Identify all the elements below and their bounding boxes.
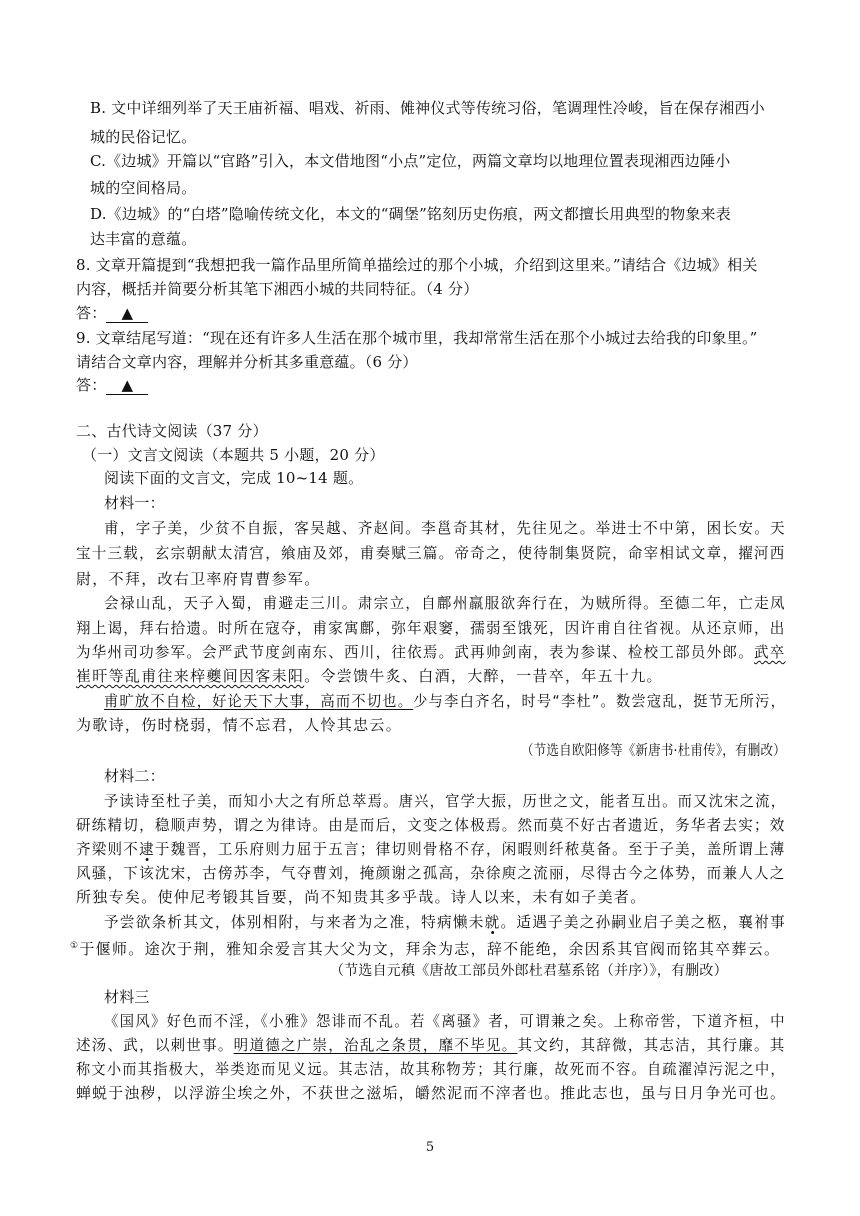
material-2-title: 材料二： xyxy=(104,767,165,785)
wavy-underlined-sentence: 崔旰等乱甫往来梓夔间因客耒阳 xyxy=(76,667,305,685)
material-1-line: 甫，字子美，少贫不自振，客吴越、齐赵间。李邕奇其材，先往见之。举进士不中第，困长安。天 xyxy=(104,519,786,537)
answer-8 xyxy=(76,302,148,324)
material-2-line: 研练精切，稳顺声势，谓之为律诗。由是而后，文变之体极焉。然而莫不好古者遗近，务华者去实；效 xyxy=(76,816,786,834)
option-b-line-1: B. 文中详细列举了天王庙祈福、唱戏、祈雨、傩神仪式等传统习俗，笔调理性冷峻，旨在保存湘西小 xyxy=(90,99,765,117)
material-1-line: 甫旷放不自检，好论天下大事，高而不切也。少与李白齐名，时号“李杜”。数尝寇乱，挺节无所污， xyxy=(104,692,787,710)
answer-label: 答： xyxy=(76,376,107,394)
material-1-title: 材料一： xyxy=(104,494,165,512)
option-c-line-1: C.《边城》开篇以“官路”引入，本文借地图“小点”定位，两篇文章均以地理位置表现湘西边陲小 xyxy=(90,152,731,170)
footnote-marker: ① xyxy=(70,941,80,951)
emphasis-dot-char: 逮 xyxy=(139,840,155,858)
option-c-line-2: 城的空间格局。 xyxy=(90,179,197,197)
answer-9 xyxy=(76,374,148,396)
underlined-sentence: 甫旷放不自检，好论天下大事，高而不切也。 xyxy=(104,692,414,710)
material-3-line: 称文小而其指极大，举类迩而见义远。其志洁，故其称物芳；其行廉，故死而不容。自疏濯淖污泥之中， xyxy=(76,1060,786,1078)
option-b-line-2: 城的民俗记忆。 xyxy=(90,128,197,146)
material-2-line: ①于偃师。途次于荆，雅知余爱言其大父为文，拜余为志，辞不能绝，余因系其官阀而铭其卒葬云。 xyxy=(70,940,781,958)
material-1-line: 尉，不拜，改右卫率府胄曹参军。 xyxy=(76,570,321,588)
material-1-line: 宝十三载，玄宗朝献太清宫，飨庙及郊，甫奏赋三篇。帝奇之，使待制集贤院，命宰相试文章，擢河西 xyxy=(76,544,786,562)
material-2-line: 风骚，下该沈宋，古傍苏李，气夺曹刘，掩颜谢之孤高，杂徐庾之流丽，尽得古今之体势，而兼人人之 xyxy=(76,864,786,882)
material-3-line: 蝉蜕于浊秽，以浮游尘埃之外，不获世之滋垢，皭然泥而不滓者也。推此志也，虽与日月争光可也。 xyxy=(76,1084,787,1102)
subsection-1-heading: （一）文言文阅读（本题共 5 小题，20 分） xyxy=(82,446,385,464)
material-1-line: 崔旰等乱甫往来梓夔间因客耒阳。令尝馈牛炙、白酒，大醉，一昔卒，年五十九。 xyxy=(76,667,663,685)
material-2-line: 予读诗至杜子美，而知小大之有所总萃焉。唐兴，官学大振，历世之文，能者互出。而又沈宋之流， xyxy=(104,792,787,810)
material-2-line: 齐梁则不逮于魏晋，工乐府则力屈于五言；律切则骨格不存，闲暇则纤秾莫备。至于子美，盖所谓上薄 xyxy=(76,840,786,858)
material-3-line: 《国风》好色而不淫，《小雅》怨诽而不乱。若《离骚》者，可谓兼之矣。上称帝喾，下道齐桓，中 xyxy=(104,1012,786,1030)
question-9-line-2: 请结合文章内容，理解并分析其多重意蕴。（6 分） xyxy=(76,353,418,371)
answer-label: 答： xyxy=(76,304,107,322)
answer-blank: ▲ xyxy=(106,304,148,323)
underlined-sentence: 明道德之广崇，治乱之条贯，靡不毕见。 xyxy=(233,1036,518,1054)
material-1-line: 为歌诗，伤时桡弱，情不忘君，人怜其忠云。 xyxy=(76,716,403,734)
material-1-source: （节选自欧阳修等《新唐书·杜甫传》，有删改） xyxy=(521,743,786,759)
material-3-line: 述汤、武，以刺世事。明道德之广崇，治乱之条贯，靡不毕见。其文约，其辞微，其志洁，其行廉。其 xyxy=(76,1036,786,1054)
material-2-line: 予尝欲条析其文，体别相附，与来者为之准，特病懒未就。适遇子美之孙嗣业启子美之柩，襄祔事 xyxy=(104,913,786,931)
wavy-underlined-sentence: 武卒 xyxy=(753,643,786,661)
section-2-heading: 二、古代诗文阅读（37 分） xyxy=(76,422,268,440)
material-3-title: 材料三 xyxy=(104,988,150,1006)
material-2-source: （节选自元稹《唐故工部员外郎杜君墓系铭（并序）》，有删改） xyxy=(330,963,728,979)
emphasis-dot-char: 就 xyxy=(484,913,501,931)
option-d-line-1: D.《边城》的“白塔”隐喻传统文化，本文的“碉堡”铭刻历史伤痕，两文都擅长用典型的物象来表 xyxy=(90,205,731,223)
instruction: 阅读下面的文言文，完成 10~14 题。 xyxy=(104,469,364,487)
material-2-line: 所独专矣。使仲尼考锻其旨要，尚不知贵其多乎哉。诗人以来，未有如子美者。 xyxy=(76,888,647,906)
material-1-line: 会禄山乱，天子入蜀，甫避走三川。肃宗立，自鄜州羸服欲奔行在，为贼所得。至德二年，亡走凤 xyxy=(104,594,786,612)
material-1-line: 翔上谒，拜右拾遗。时所在寇夺，甫家寓鄜，弥年艰窭，孺弱至饿死，因许甫自往省视。从还京师，出 xyxy=(76,619,786,637)
page-number: 5 xyxy=(425,1140,435,1155)
question-8-line-1: 8. 文章开篇提到“我想把我一篇作品里所简单描绘过的那个小城，介绍到这里来。”请结合《边城》相关 xyxy=(76,256,758,274)
answer-blank: ▲ xyxy=(106,376,148,395)
question-9-line-1: 9. 文章结尾写道：“现在还有许多人生活在那个城市里，我却常常生活在那个小城过去给我的印象里。” xyxy=(76,329,758,347)
question-8-line-2: 内容，概括并简要分析其笔下湘西小城的共同特征。（4 分） xyxy=(76,280,479,298)
material-1-line: 为华州司功参军。会严武节度剑南东、西川，往依焉。武再帅剑南，表为参谋、检校工部员外郎。武卒 xyxy=(76,643,786,661)
option-d-line-2: 达丰富的意蕴。 xyxy=(90,230,197,248)
